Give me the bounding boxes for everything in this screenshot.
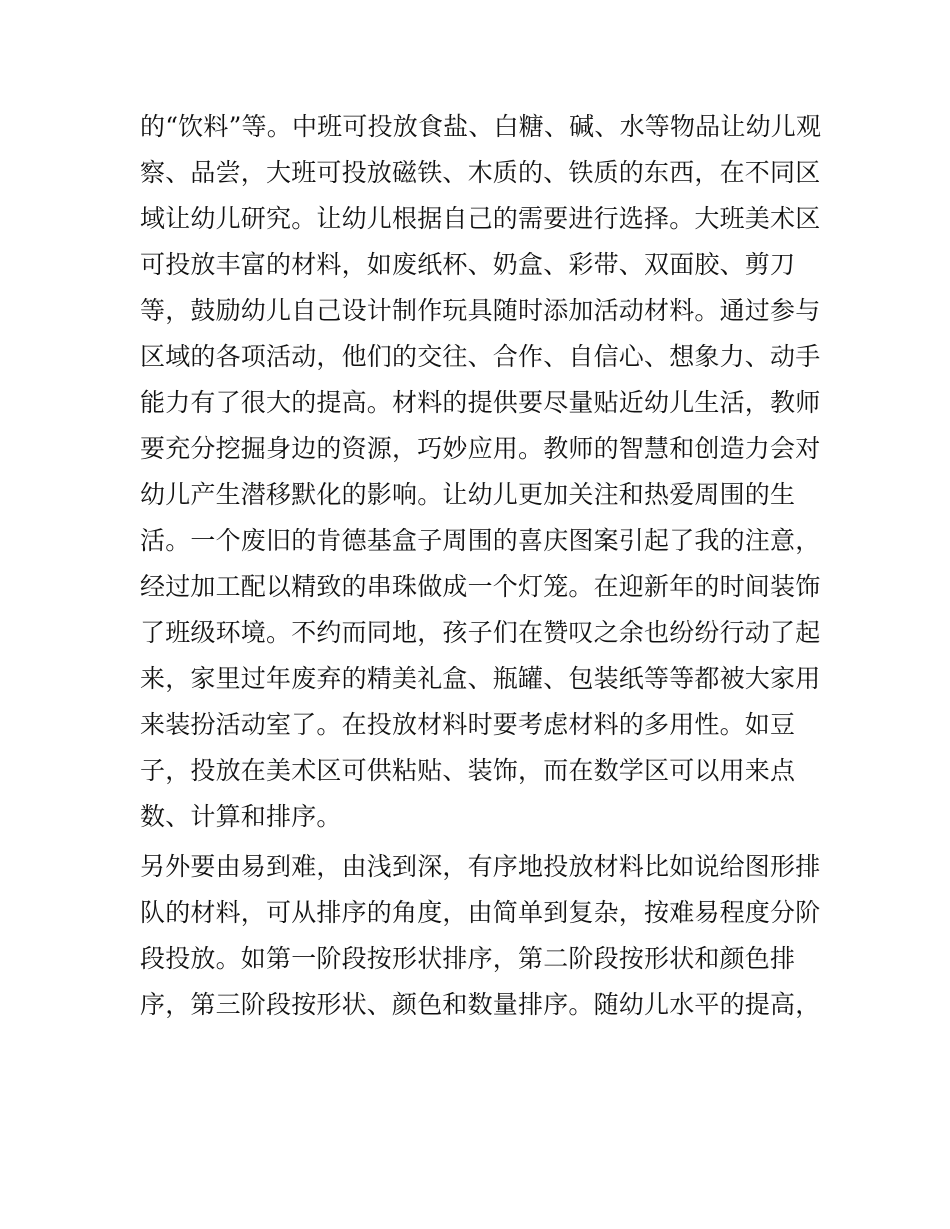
text-line: 来，家里过年废弃的精美礼盒、瓶罐、包装纸等等都被大家用 [140, 664, 821, 693]
text-line: 活。一个废旧的肯德基盒子周围的喜庆图案引起了我的注意， [140, 526, 821, 555]
paragraph-1 [140, 104, 820, 840]
text-line: 段投放。如第一阶段按形状排序，第二阶段按形状和颜色排 [140, 944, 796, 973]
text-line: 的“饮料”等。中班可投放食盐、白糖、碱、水等物品让幼儿观 [140, 112, 822, 141]
text-line: 能力有了很大的提高。材料的提供要尽量贴近幼儿生活，教师 [140, 388, 821, 417]
text-line: 数、计算和排序。 [140, 802, 342, 831]
text-line: 子，投放在美术区可供粘贴、装饰，而在数学区可以用来点 [140, 756, 796, 785]
text-line: 域让幼儿研究。让幼儿根据自己的需要进行选择。大班美术区 [140, 204, 821, 233]
paragraph-2 [140, 844, 820, 1028]
text-line: 了班级环境。不约而同地，孩子们在赞叹之余也纷纷行动了起 [140, 618, 821, 647]
text-line: 经过加工配以精致的串珠做成一个灯笼。在迎新年的时间装饰 [140, 572, 821, 601]
text-line: 可投放丰富的材料，如废纸杯、奶盒、彩带、双面胶、剪刀 [140, 250, 796, 279]
text-line: 幼儿产生潜移默化的影响。让幼儿更加关注和热爱周围的生 [140, 480, 796, 509]
text-line: 等，鼓励幼儿自己设计制作玩具随时添加活动材料。通过参与 [140, 296, 821, 325]
text-line: 另外要由易到难，由浅到深，有序地投放材料比如说给图形排 [140, 852, 821, 881]
text-line: 序，第三阶段按形状、颜色和数量排序。随幼儿水平的提高， [140, 990, 821, 1019]
body-text [140, 104, 820, 1028]
text-line: 区域的各项活动，他们的交往、合作、自信心、想象力、动手 [140, 342, 821, 371]
text-line: 来装扮活动室了。在投放材料时要考虑材料的多用性。如豆 [140, 710, 796, 739]
text-line: 察、品尝，大班可投放磁铁、木质的、铁质的东西，在不同区 [140, 158, 821, 187]
text-line: 要充分挖掘身边的资源，巧妙应用。教师的智慧和创造力会对 [140, 434, 821, 463]
text-line: 队的材料，可从排序的角度，由简单到复杂，按难易程度分阶 [140, 898, 821, 927]
